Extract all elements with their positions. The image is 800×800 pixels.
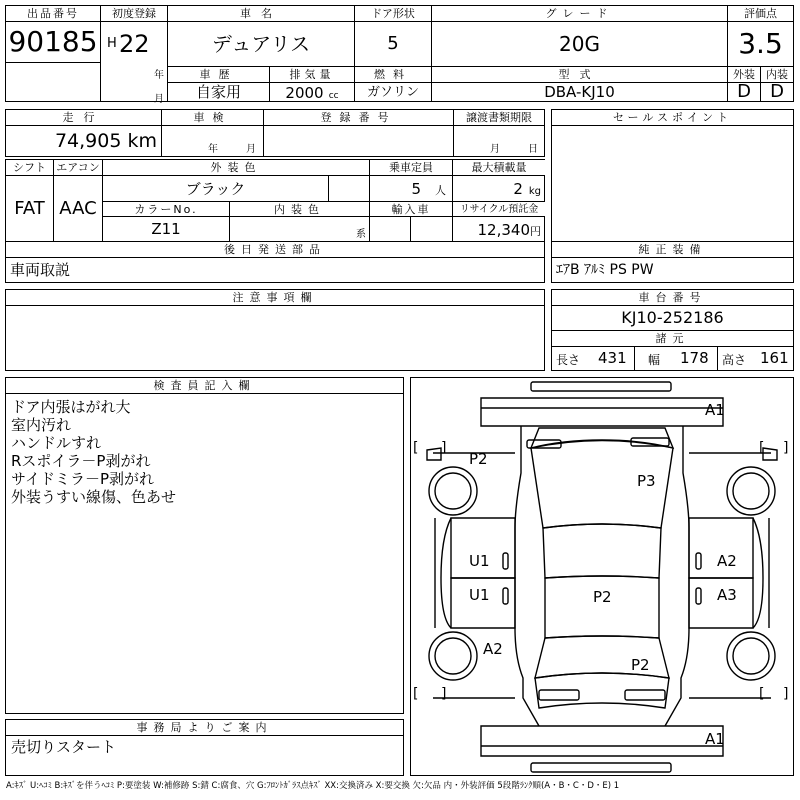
model-label: 型式: [432, 67, 727, 83]
dims-label: 諸元: [552, 331, 793, 347]
damage-mark: A1: [705, 401, 725, 419]
era-letter: H: [107, 36, 117, 51]
chassis-value: KJ10-252186: [552, 306, 793, 331]
diagram-bracket-open-br: [: [759, 686, 765, 702]
int-color-label: 内装色: [230, 202, 370, 217]
chassis-label: 車台番号: [552, 290, 793, 306]
shift-label: シフト: [6, 160, 54, 176]
inspection-block: [161, 109, 264, 157]
office-message: 売切りスタート: [11, 738, 117, 756]
interior-label: 内装: [761, 67, 793, 83]
inspector-remark: サイドミラ－P剥がれ: [11, 470, 154, 488]
damage-mark: P3: [637, 472, 656, 490]
height-label: 高さ: [722, 353, 747, 367]
recycle-value: 12,340: [477, 221, 530, 239]
door-block: [355, 5, 432, 67]
interior-grade: D: [770, 81, 784, 102]
diagram-bracket-open-bl: [: [413, 686, 419, 702]
year-suffix: 年: [154, 70, 164, 81]
sales-points-label: セールスポイント: [552, 110, 793, 126]
inspection-label: 車検: [162, 110, 263, 126]
sales-points-block: [551, 109, 794, 256]
load-value: 2: [513, 180, 523, 198]
ac-value: AAC: [54, 176, 103, 242]
shipped-parts-value: 車両取説: [10, 261, 71, 279]
grade-label: グレード: [432, 6, 727, 22]
inspection-year-unit: 年: [208, 144, 218, 155]
car-diagram-svg: [411, 378, 793, 775]
inspector-remark: ハンドルすれ: [11, 434, 102, 452]
color-no-label: カラーNo.: [103, 202, 230, 217]
damage-mark: A2: [483, 640, 503, 658]
cc-unit: cc: [328, 91, 339, 101]
lot-label: 出品番号: [6, 6, 100, 22]
score-label: 評価点: [728, 6, 793, 22]
reg-no-block: [263, 109, 454, 157]
damage-mark: P2: [631, 656, 650, 674]
door-count: 5: [387, 33, 399, 54]
damage-mark: P2: [469, 450, 488, 468]
ext-color-value: ブラック: [103, 176, 329, 202]
width-label: 幅: [648, 353, 661, 367]
capacity-unit: 人: [435, 184, 446, 197]
transfer-day-unit: 日: [528, 144, 538, 155]
lot-number: 90185: [6, 22, 100, 63]
fuel-label: 燃料: [355, 67, 431, 83]
shipped-parts-label: 後日発送部品: [6, 242, 544, 258]
fuel-block: [355, 66, 432, 102]
exterior-grade: D: [728, 82, 761, 102]
car-name: デュアリス: [211, 32, 311, 56]
damage-mark: A3: [717, 586, 737, 604]
recycle-unit: 円: [530, 225, 541, 238]
damage-mark: U1: [469, 552, 490, 570]
fuel-value: ガソリン: [366, 85, 419, 100]
score-value: 3.5: [728, 22, 793, 67]
exterior-label: 外装: [728, 67, 761, 83]
displacement-value: 2000: [285, 84, 324, 102]
equipment-value: ｴｱB ｱﾙﾐ PS PW: [556, 262, 654, 278]
car-diagram: [410, 377, 794, 776]
history-label: 車歴: [168, 67, 269, 83]
door-label: ドア形状: [355, 6, 431, 22]
model-block: [432, 66, 728, 102]
mileage-label: 走行: [6, 110, 161, 126]
damage-mark: A1: [705, 730, 725, 748]
damage-mark: A2: [717, 552, 737, 570]
diagram-bracket-open-tl: [: [413, 440, 419, 456]
grade-value: 20G: [559, 32, 600, 56]
width-value: 178: [680, 349, 709, 367]
notes-block: [5, 289, 545, 371]
damage-mark: U1: [469, 586, 490, 604]
history-block: [168, 66, 270, 102]
grade-block: [432, 5, 728, 67]
load-unit: kg: [528, 186, 541, 197]
shipped-parts-block: [5, 241, 545, 283]
diagram-bracket-close-br: ]: [783, 686, 789, 702]
notes-label: 注意事項欄: [6, 290, 544, 306]
legend: A:ｷｽﾞ U:ﾍｺﾐ B:ｷｽﾞを伴うﾍｺﾐ P:要塗装 W:補修跡 S:錆 C:腐食、穴 G:ﾌﾛﾝﾄｶﾞﾗｽ点ｷｽﾞ XX:交換済み X:要交換 欠:欠品 内・外装評価 5段階ﾗﾝｸ順(A・B・C・D・E) 1: [6, 781, 620, 791]
inspector-remark: 外装うすい線傷、色あせ: [11, 488, 177, 506]
ac-label: エアコン: [54, 160, 103, 176]
load-label: 最大積載量: [453, 160, 545, 176]
inspector-remark: ドア内張はがれ大: [11, 398, 131, 416]
length-label: 長さ: [556, 353, 581, 367]
import-label: 輸入車: [370, 202, 453, 217]
diagram-bracket-close-tr: ]: [783, 440, 789, 456]
diagram-bracket-open-tr: [: [759, 440, 765, 456]
equipment-block: [551, 241, 794, 283]
length-value: 431: [598, 349, 627, 367]
first-reg-label: 初度登録: [101, 6, 167, 22]
diagram-bracket-close-bl: ]: [441, 686, 447, 702]
shift-value: FAT: [6, 176, 54, 242]
reg-year: 22: [119, 30, 150, 58]
score-block: [728, 5, 794, 102]
diagram-bracket-close-tl: ]: [441, 440, 447, 456]
equipment-label: 純正装備: [552, 242, 793, 258]
transfer-block: [453, 109, 545, 157]
chassis-block: [551, 289, 794, 371]
car-name-block: [168, 5, 355, 67]
office-label: 事務局よりご案内: [6, 720, 403, 736]
height-value: 161: [760, 349, 789, 367]
car-name-label: 車名: [168, 6, 354, 22]
spec-block: [5, 159, 545, 242]
displacement-label: 排気量: [270, 67, 354, 83]
reg-no-label: 登録番号: [264, 110, 453, 126]
damage-mark: P2: [593, 588, 612, 606]
model-value: DBA-KJ10: [544, 83, 615, 101]
first-reg-block: [101, 5, 168, 105]
transfer-month-unit: 月: [490, 144, 500, 155]
inspector-label: 検査員記入欄: [6, 378, 403, 394]
capacity-label: 乗車定員: [370, 160, 453, 176]
ext-color-label: 外装色: [103, 160, 370, 176]
displacement-block: [270, 66, 355, 102]
inspector-remark: 室内汚れ: [11, 416, 72, 434]
mileage-value: 74,905 km: [54, 130, 157, 152]
office-block: [5, 719, 404, 776]
month-suffix: 月: [154, 94, 164, 105]
inspector-block: [5, 377, 404, 714]
capacity-value: 5: [411, 180, 421, 198]
inspection-month-unit: 月: [246, 144, 256, 155]
transfer-label: 譲渡書類期限: [454, 110, 544, 126]
lot-block: [5, 5, 101, 102]
header-block: [5, 5, 794, 105]
inspector-remark: Rスポイラ－P剥がれ: [11, 452, 151, 470]
int-color-unit: 系: [356, 229, 366, 240]
recycle-label: リサイクル預託金: [453, 202, 545, 217]
mileage-block: [5, 109, 162, 157]
history-value: 自家用: [195, 83, 241, 101]
color-no-value: Z11: [103, 217, 230, 242]
